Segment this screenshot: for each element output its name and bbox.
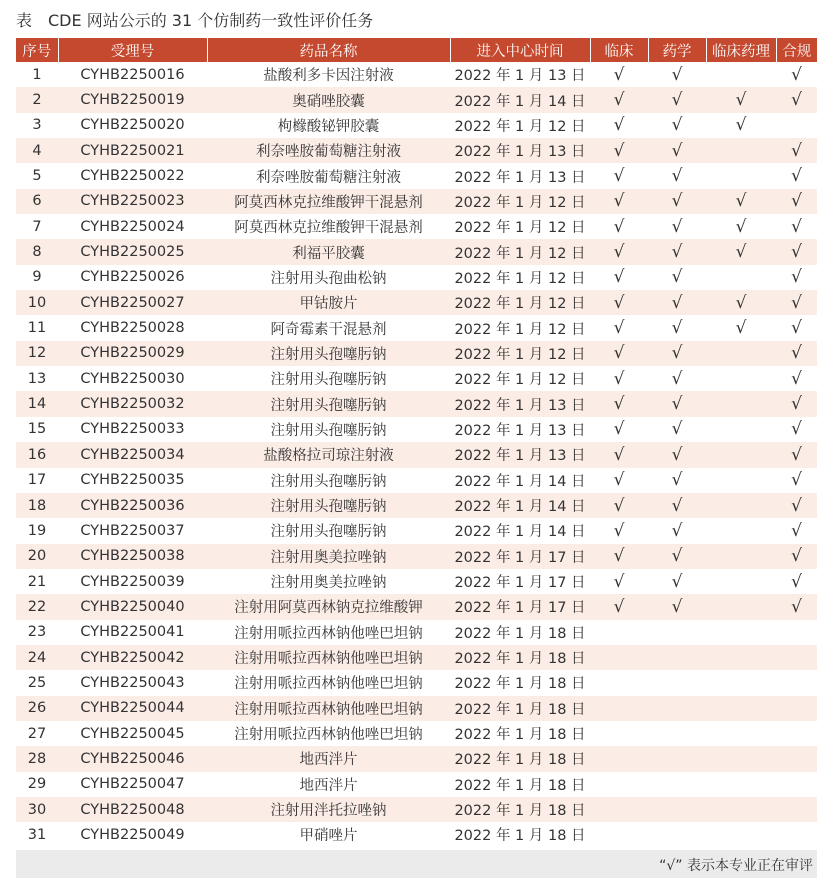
cell-compliance: √ [776, 594, 817, 619]
cell-id: CYHB2250038 [58, 544, 207, 569]
cell-clinical [590, 822, 648, 847]
cell-id: CYHB2250035 [80, 472, 185, 489]
cell-compliance: √ [791, 520, 802, 541]
cell-seq: 5 [32, 168, 42, 185]
cell-name: 注射用阿莫西林钠克拉维酸钾 [207, 594, 450, 619]
cell-clinical: √ [613, 571, 625, 592]
table-row [16, 189, 817, 214]
cell-id: CYHB2250039 [80, 573, 185, 590]
cell-pharmacy: √ [671, 520, 683, 541]
cell-clinical [590, 772, 648, 797]
cell-pharmacology [706, 417, 776, 442]
cell-pharmacology [706, 468, 776, 493]
cell-name: 利奈唑胺葡萄糖注射液 [207, 138, 450, 163]
cell-pharmacy: √ [671, 267, 683, 288]
cell-pharmacology: √ [735, 318, 747, 339]
cell-date: 2022 年 1 月 17 日 [450, 594, 590, 619]
cell-pharmacy: √ [648, 594, 706, 619]
cell-pharmacology [706, 163, 776, 188]
cell-pharmacology [706, 721, 776, 746]
cell-compliance: √ [776, 442, 817, 467]
cell-name: 注射用头孢噻肟钠 [270, 372, 387, 389]
table-row [16, 822, 817, 847]
cell-seq: 31 [27, 826, 47, 843]
cell-clinical [590, 746, 648, 771]
cell-date: 2022 年 1 月 18 日 [454, 828, 586, 845]
cell-seq: 4 [16, 138, 58, 163]
cell-seq: 7 [32, 218, 42, 235]
cell-id: CYHB2250026 [80, 269, 185, 286]
cell-date: 2022 年 1 月 14 日 [450, 87, 590, 112]
cell-compliance: √ [776, 239, 817, 264]
cell-clinical [590, 620, 648, 645]
cell-pharmacy: √ [671, 571, 683, 592]
table-row [16, 696, 817, 721]
cell-date: 2022 年 1 月 14 日 [454, 473, 586, 490]
cell-pharmacy: √ [648, 391, 706, 416]
table-row [16, 391, 817, 416]
cell-id: CYHB2250025 [58, 239, 207, 264]
cell-date: 2022 年 1 月 13 日 [450, 442, 590, 467]
cell-seq: 10 [16, 290, 58, 315]
cell-clinical [590, 797, 648, 822]
cell-name: 注射用哌拉西林钠他唑巴坦钠 [234, 727, 423, 744]
cell-id: CYHB2250016 [80, 66, 185, 83]
cell-clinical: √ [590, 544, 648, 569]
cell-pharmacy: √ [671, 166, 683, 187]
cell-date: 2022 年 1 月 18 日 [454, 777, 586, 794]
table-row [16, 290, 817, 315]
footnote-bar [16, 850, 817, 878]
cell-seq: 9 [32, 269, 42, 286]
cell-pharmacology [706, 746, 776, 771]
cell-name: 注射用哌拉西林钠他唑巴坦钠 [234, 625, 423, 642]
cell-pharmacy: √ [671, 419, 683, 440]
table-row [16, 797, 817, 822]
cell-compliance: √ [791, 318, 802, 339]
cell-name: 注射用奥美拉唑钠 [207, 544, 450, 569]
cell-pharmacology [706, 822, 776, 847]
cell-name: 阿莫西林克拉维酸钾干混悬剂 [234, 220, 423, 237]
cell-pharmacy: √ [671, 115, 683, 136]
cell-pharmacy: √ [648, 239, 706, 264]
cell-clinical: √ [590, 594, 648, 619]
cell-id: CYHB2250040 [58, 594, 207, 619]
table-row [16, 239, 817, 264]
cell-compliance: √ [776, 138, 817, 163]
cell-seq: 15 [27, 421, 47, 438]
cell-pharmacology [706, 391, 776, 416]
cell-name: 阿莫西林克拉维酸钾干混悬剂 [207, 189, 450, 214]
cell-compliance [776, 645, 817, 670]
cell-clinical [590, 670, 648, 695]
cell-seq: 22 [16, 594, 58, 619]
cell-date: 2022 年 1 月 12 日 [450, 239, 590, 264]
cell-pharmacology [706, 670, 776, 695]
cell-compliance: √ [776, 544, 817, 569]
cell-date: 2022 年 1 月 12 日 [450, 341, 590, 366]
cell-compliance: √ [776, 189, 817, 214]
cell-compliance: √ [776, 391, 817, 416]
cell-compliance [776, 696, 817, 721]
table-row [16, 87, 817, 112]
cell-pharmacy: √ [648, 493, 706, 518]
table-row [16, 214, 817, 239]
cell-clinical: √ [590, 138, 648, 163]
table-row [16, 518, 817, 543]
cell-date: 2022 年 1 月 18 日 [450, 746, 590, 771]
cell-id: CYHB2250033 [80, 421, 185, 438]
cell-clinical: √ [613, 115, 625, 136]
cell-name: 地西泮片 [207, 746, 450, 771]
cell-clinical: √ [590, 391, 648, 416]
table-row [16, 442, 817, 467]
cell-seq: 30 [16, 797, 58, 822]
cell-id: CYHB2250020 [80, 117, 185, 134]
cell-compliance: √ [791, 419, 802, 440]
cell-id: CYHB2250036 [58, 493, 207, 518]
cell-date: 2022 年 1 月 14 日 [450, 493, 590, 518]
header-seq: 序号 [16, 38, 58, 62]
cell-compliance [776, 670, 817, 695]
cell-compliance [776, 797, 817, 822]
table-row [16, 468, 817, 493]
cell-clinical: √ [590, 493, 648, 518]
cell-id: CYHB2250049 [80, 826, 185, 843]
table-row [16, 594, 817, 619]
cell-pharmacy: √ [648, 290, 706, 315]
cell-pharmacology [706, 569, 776, 594]
cell-pharmacology [706, 544, 776, 569]
cell-pharmacy: √ [648, 189, 706, 214]
cell-compliance: √ [791, 64, 802, 85]
header-pharmacology: 临床药理 [706, 38, 776, 62]
cell-compliance: √ [776, 493, 817, 518]
cell-name: 甲钴胺片 [207, 290, 450, 315]
cell-compliance [776, 746, 817, 771]
cell-clinical: √ [590, 442, 648, 467]
table-row [16, 746, 817, 771]
cell-pharmacology [706, 594, 776, 619]
cell-id: CYHB2250048 [58, 797, 207, 822]
cell-seq: 2 [16, 87, 58, 112]
cell-pharmacy: √ [648, 87, 706, 112]
cell-compliance: √ [791, 571, 802, 592]
cell-name: 注射用头孢噻肟钠 [270, 422, 387, 439]
cell-clinical: √ [590, 341, 648, 366]
cell-compliance: √ [791, 216, 802, 237]
cell-pharmacy [648, 797, 706, 822]
cell-seq: 12 [16, 341, 58, 366]
cell-name: 甲硝唑片 [299, 828, 358, 845]
cell-compliance [776, 721, 817, 746]
cell-pharmacy: √ [671, 318, 683, 339]
cell-pharmacology [706, 772, 776, 797]
cell-id: CYHB2250046 [58, 746, 207, 771]
cell-clinical [590, 645, 648, 670]
cell-pharmacology: √ [706, 290, 776, 315]
cell-clinical: √ [590, 239, 648, 264]
table-row [16, 417, 817, 442]
cell-name: 注射用哌拉西林钠他唑巴坦钠 [207, 645, 450, 670]
cell-pharmacy: √ [648, 544, 706, 569]
cell-seq: 13 [27, 370, 47, 387]
cell-clinical: √ [613, 470, 625, 491]
cell-seq: 16 [16, 442, 58, 467]
footnote-text: “√” 表示本专业正在审评 [659, 858, 813, 874]
cell-compliance: √ [776, 87, 817, 112]
cell-seq: 14 [16, 391, 58, 416]
cell-date: 2022 年 1 月 18 日 [450, 645, 590, 670]
cell-id: CYHB2250019 [58, 87, 207, 112]
header-compliance: 合规 [776, 38, 817, 62]
cell-date: 2022 年 1 月 18 日 [450, 696, 590, 721]
cell-date: 2022 年 1 月 12 日 [450, 189, 590, 214]
cell-clinical [590, 721, 648, 746]
cell-pharmacy [648, 772, 706, 797]
header-pharmacy: 药学 [648, 38, 706, 62]
cell-date: 2022 年 1 月 14 日 [454, 524, 586, 541]
cell-id: CYHB2250032 [58, 391, 207, 416]
cell-name: 盐酸利多卡因注射液 [263, 68, 394, 85]
cell-date: 2022 年 1 月 18 日 [454, 727, 586, 744]
cell-seq: 27 [27, 725, 47, 742]
cell-seq: 6 [16, 189, 58, 214]
cell-id: CYHB2250044 [58, 696, 207, 721]
cell-name: 盐酸格拉司琼注射液 [207, 442, 450, 467]
cell-id: CYHB2250045 [80, 725, 185, 742]
cell-date: 2022 年 1 月 13 日 [450, 391, 590, 416]
cell-date: 2022 年 1 月 18 日 [454, 625, 586, 642]
cell-compliance [776, 822, 817, 847]
cell-clinical: √ [613, 318, 625, 339]
cell-id: CYHB2250028 [80, 320, 185, 337]
cell-clinical: √ [613, 216, 625, 237]
cell-compliance: √ [791, 166, 802, 187]
cell-pharmacology: √ [706, 239, 776, 264]
header-clinical: 临床 [590, 38, 648, 62]
table-row [16, 265, 817, 290]
table-row [16, 645, 817, 670]
table-row [16, 366, 817, 391]
table-row [16, 544, 817, 569]
cell-pharmacy: √ [648, 341, 706, 366]
cell-id: CYHB2250022 [80, 168, 185, 185]
cell-compliance: √ [791, 470, 802, 491]
cell-pharmacology [706, 620, 776, 645]
cell-date: 2022 年 1 月 18 日 [450, 797, 590, 822]
cell-pharmacology [706, 797, 776, 822]
cell-pharmacy [648, 721, 706, 746]
cell-pharmacology [706, 645, 776, 670]
cell-pharmacy: √ [671, 368, 683, 389]
cell-pharmacology: √ [735, 115, 747, 136]
cell-seq: 28 [16, 746, 58, 771]
cell-date: 2022 年 1 月 12 日 [454, 321, 586, 338]
cell-date: 2022 年 1 月 17 日 [454, 575, 586, 592]
cell-id: CYHB2250041 [80, 624, 185, 641]
cell-pharmacy [648, 696, 706, 721]
cell-pharmacy [648, 620, 706, 645]
cell-clinical: √ [613, 520, 625, 541]
cell-id: CYHB2250021 [58, 138, 207, 163]
cell-seq: 23 [27, 624, 47, 641]
cell-name: 奥硝唑胶囊 [207, 87, 450, 112]
cell-pharmacology [706, 366, 776, 391]
cell-clinical [590, 696, 648, 721]
table-row [16, 341, 817, 366]
cell-clinical: √ [613, 166, 625, 187]
cell-date: 2022 年 1 月 12 日 [454, 372, 586, 389]
cell-clinical: √ [590, 290, 648, 315]
cell-compliance: √ [791, 267, 802, 288]
cell-pharmacy [648, 822, 706, 847]
cell-seq: 3 [32, 117, 42, 134]
cell-name: 注射用泮托拉唑钠 [207, 797, 450, 822]
cell-date: 2022 年 1 月 18 日 [454, 676, 586, 693]
cell-date: 2022 年 1 月 13 日 [450, 138, 590, 163]
cell-name: 注射用头孢噻肟钠 [207, 493, 450, 518]
cell-pharmacy: √ [671, 470, 683, 491]
cell-clinical: √ [613, 419, 625, 440]
cell-clinical: √ [613, 267, 625, 288]
cell-seq: 11 [27, 320, 47, 337]
cell-compliance [776, 772, 817, 797]
table-row [16, 138, 817, 163]
cell-id: CYHB2250037 [80, 522, 185, 539]
cell-compliance: √ [791, 368, 802, 389]
cell-name: 注射用奥美拉唑钠 [270, 575, 387, 592]
cell-date: 2022 年 1 月 17 日 [450, 544, 590, 569]
header-row [16, 38, 817, 62]
cell-pharmacy: √ [648, 138, 706, 163]
cell-id: CYHB2250042 [58, 645, 207, 670]
cell-pharmacology [706, 341, 776, 366]
cell-id: CYHB2250043 [80, 674, 185, 691]
cell-date: 2022 年 1 月 12 日 [454, 118, 586, 135]
table-row [16, 721, 817, 746]
cell-compliance: √ [776, 341, 817, 366]
table-row [16, 493, 817, 518]
cell-pharmacy: √ [671, 216, 683, 237]
table-row [16, 62, 817, 87]
cell-seq: 25 [27, 674, 47, 691]
cell-id: CYHB2250027 [58, 290, 207, 315]
cell-seq: 24 [16, 645, 58, 670]
table-row [16, 113, 817, 138]
cell-pharmacology [706, 138, 776, 163]
cell-seq: 8 [16, 239, 58, 264]
cell-compliance [776, 113, 817, 138]
table-row [16, 315, 817, 340]
cell-date: 2022 年 1 月 13 日 [454, 68, 586, 85]
cell-seq: 26 [16, 696, 58, 721]
header-id: 受理号 [58, 38, 207, 62]
table-row [16, 163, 817, 188]
cell-name: 注射用哌拉西林钠他唑巴坦钠 [207, 696, 450, 721]
header-name: 药品名称 [207, 38, 450, 62]
cell-seq: 21 [27, 573, 47, 590]
cell-name: 利奈唑胺葡萄糖注射液 [256, 169, 401, 186]
cell-pharmacology [706, 442, 776, 467]
cell-pharmacology [706, 518, 776, 543]
cell-pharmacology: √ [706, 189, 776, 214]
cell-pharmacy: √ [648, 442, 706, 467]
cell-pharmacology [706, 493, 776, 518]
review-tasks-table [16, 38, 817, 848]
table-row [16, 772, 817, 797]
cell-name: 注射用头孢噻肟钠 [270, 473, 387, 490]
cell-date: 2022 年 1 月 13 日 [454, 169, 586, 186]
cell-name: 阿奇霉素干混悬剂 [270, 321, 387, 338]
cell-id: CYHB2250047 [80, 776, 185, 793]
cell-pharmacology: √ [735, 216, 747, 237]
table-body [16, 62, 817, 848]
header-date: 进入中心时间 [450, 38, 590, 62]
cell-seq: 29 [27, 776, 47, 793]
cell-id: CYHB2250023 [58, 189, 207, 214]
cell-clinical: √ [613, 64, 625, 85]
cell-seq: 20 [16, 544, 58, 569]
cell-date: 2022 年 1 月 12 日 [450, 290, 590, 315]
cell-pharmacy [648, 746, 706, 771]
cell-pharmacy [648, 670, 706, 695]
cell-name: 利福平胶囊 [207, 239, 450, 264]
cell-pharmacology [706, 696, 776, 721]
cell-name: 注射用头孢噻肟钠 [207, 391, 450, 416]
cell-clinical: √ [590, 87, 648, 112]
cell-date: 2022 年 1 月 12 日 [454, 270, 586, 287]
table-row [16, 670, 817, 695]
cell-pharmacology [706, 265, 776, 290]
cell-pharmacology: √ [706, 87, 776, 112]
cell-date: 2022 年 1 月 12 日 [454, 220, 586, 237]
cell-name: 地西泮片 [299, 777, 358, 794]
table-title: 表 CDE 网站公示的 31 个仿制药一致性评价任务 [16, 11, 374, 30]
cell-pharmacy: √ [671, 64, 683, 85]
cell-clinical: √ [590, 189, 648, 214]
cell-seq: 19 [27, 522, 47, 539]
cell-id: CYHB2250029 [58, 341, 207, 366]
cell-pharmacy [648, 645, 706, 670]
cell-date: 2022 年 1 月 13 日 [454, 422, 586, 439]
table-row [16, 620, 817, 645]
cell-seq: 1 [32, 66, 42, 83]
cell-seq: 18 [16, 493, 58, 518]
cell-clinical: √ [613, 368, 625, 389]
cell-id: CYHB2250030 [80, 370, 185, 387]
cell-name: 注射用头孢曲松钠 [270, 270, 387, 287]
cell-pharmacology [706, 62, 776, 87]
cell-name: 枸橼酸铋钾胶囊 [277, 118, 380, 135]
cell-name: 注射用哌拉西林钠他唑巴坦钠 [234, 676, 423, 693]
cell-id: CYHB2250024 [80, 218, 185, 235]
table-row [16, 569, 817, 594]
cell-compliance [776, 620, 817, 645]
cell-id: CYHB2250034 [58, 442, 207, 467]
cell-name: 注射用头孢噻肟钠 [270, 524, 387, 541]
cell-compliance: √ [776, 290, 817, 315]
cell-seq: 17 [27, 472, 47, 489]
cell-name: 注射用头孢噻肟钠 [207, 341, 450, 366]
